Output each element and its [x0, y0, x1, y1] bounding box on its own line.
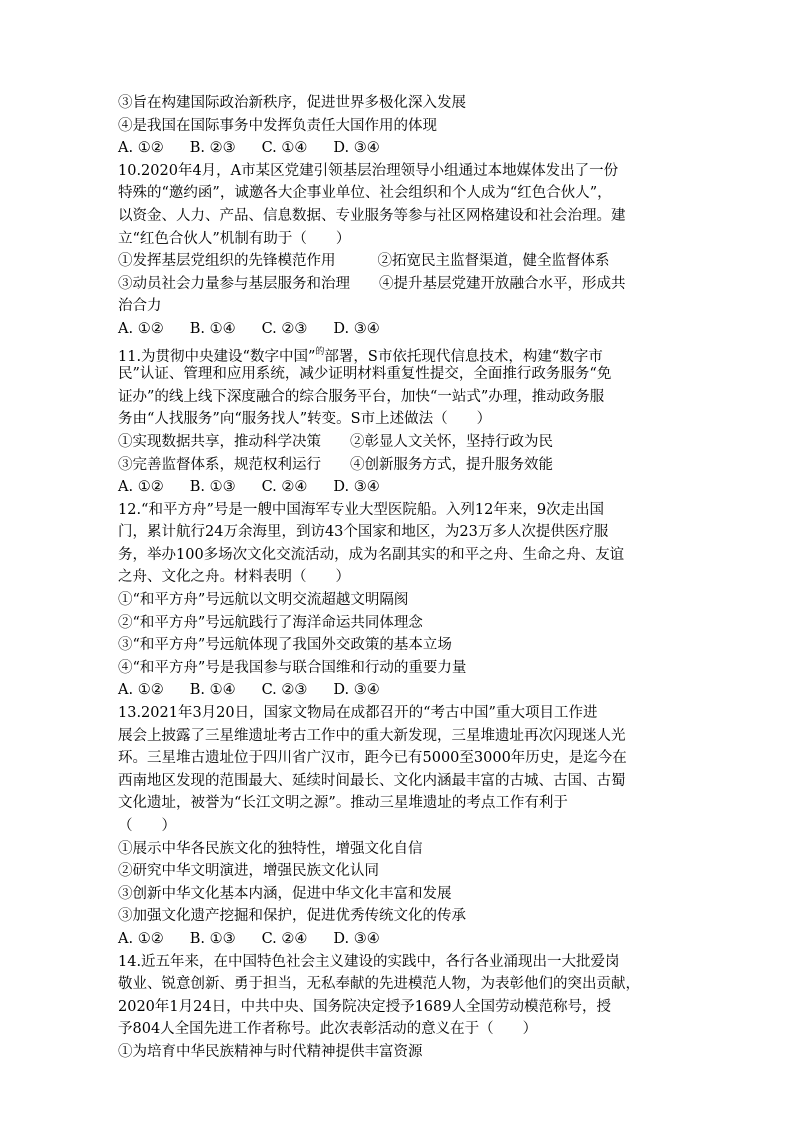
choice-d: D. ③④ [333, 479, 380, 496]
q10-stem-line: 特殊的“邀约函”，诚邀各大企事业单位、社会组织和个人成为“红色合伙人”， [118, 185, 612, 202]
q14-stem-line: 予804人全国先进工作者称号。此次表彰活动的意义在于（ ） [118, 1021, 538, 1038]
choice-a: A. ①② [118, 479, 164, 496]
choice-d: D. ③④ [333, 930, 380, 947]
q12-option-4: ④“和平方舟”号是我国参与联合国维和行动的重要力量 [118, 659, 467, 676]
q13-option-1: ①展示中华各民族文化的独特性，增强文化自信 [118, 840, 423, 857]
q10-stem-line: 立“红色合伙人”机制有助于（ ） [118, 230, 351, 247]
q10-options-row2: ③动员社会力量参与基层服务和治理 ④提升基层党建开放融合水平，形成共 [118, 275, 626, 292]
q12-option-3: ③“和平方舟”号远航体现了我国外交政策的基本立场 [118, 637, 452, 654]
q14-stem-line: 2020年1月24日，中共中央、国务院决定授予1689人全国劳动模范称号，授 [118, 998, 611, 1015]
q9-option-4: ④是我国在国际事务中发挥负责任大国作用的体现 [118, 117, 437, 134]
q12-option-2: ②“和平方舟”号远航践行了海洋命运共同体理念 [118, 614, 423, 631]
q11-stem-line [118, 341, 686, 364]
q11-options-row2: ③完善监督体系，规范权利运行 ④创新服务方式，提升服务效能 [118, 456, 553, 473]
q9-choices [118, 137, 686, 160]
choice-a: A. ①② [118, 930, 164, 947]
q10-options-row3: 治合力 [118, 298, 162, 315]
q12-stem-line: 之舟、文化之舟。材料表明（ ） [118, 569, 350, 586]
q10-option-2: ②拓宽民主监督渠道，健全监督体系 [377, 253, 610, 270]
q11-stem-line: 民”认证、管理和应用系统，减少证明材料重复性提交，全面推行政务服务“免 [118, 366, 612, 383]
q11-choices [118, 476, 686, 499]
q13-stem-line: 西南地区发现的范围最大、延续时间最长、文化内涵最丰富的古城、古国、古蜀 [118, 772, 626, 789]
q12-stem-line: 门，累计航行24万余海里，到访43个国家和地区，为23万多人次提供医疗服 [118, 524, 609, 541]
q13-choices [118, 928, 686, 951]
choice-c: C. ①④ [261, 140, 308, 157]
choice-c: C. ②④ [261, 479, 308, 496]
choice-b: B. ①③ [189, 479, 236, 496]
choice-b: B. ②③ [189, 140, 236, 157]
exam-page [118, 92, 686, 1064]
q10-options-row1 [118, 250, 686, 273]
q13-option-4: ③加强文化遗产挖掘和保护，促进优秀传统文化的传承 [118, 908, 466, 925]
choice-c: C. ②③ [261, 682, 308, 699]
q11-stem-line: 务由“人找服务”向“服务找人”转变。S市上述做法（ ） [118, 411, 492, 428]
choice-a: A. ①② [118, 682, 164, 699]
q13-stem-line: 13.2021年3月20日，国家文物局在成都召开的“考古中国”重大项目工作进 [118, 705, 598, 722]
q12-stem-line: 务，举办100多场次文化交流活动，成为名副其实的和平之舟、生命之舟、友谊 [118, 546, 625, 563]
choice-d: D. ③④ [333, 320, 380, 337]
q11-stem-line: 证办”的线上线下深度融合的综合服务平台，加快“一站式”办理，推动政务服 [118, 388, 605, 405]
q13-option-3: ③创新中华文化基本内涵，促进中华文化丰富和发展 [118, 885, 452, 902]
choice-b: B. ①④ [189, 682, 236, 699]
q13-stem-line: （ ） [118, 818, 176, 834]
q13-option-2: ②研究中华文明演进，增强民族文化认同 [118, 863, 379, 880]
q11-stem-sup: 的 [315, 346, 325, 357]
q12-stem-line: 12.“和平方舟”号是一艘中国海军专业大型医院船。入列12年来，9次走出国 [118, 501, 605, 518]
choice-d: D. ③④ [333, 682, 380, 699]
q12-choices [118, 679, 686, 702]
q11-options-row1: ①实现数据共享，推动科学决策 ②彰显人文关怀，坚持行政为民 [118, 433, 553, 450]
choice-c: C. ②④ [261, 930, 308, 947]
q10-option-1: ①发挥基层党组织的先锋模范作用 [118, 253, 336, 270]
q12-option-1: ①“和平方舟”号远航以文明交流超越文明隔阂 [118, 592, 409, 609]
choice-b: B. ①④ [189, 320, 236, 337]
choice-d: D. ③④ [333, 140, 380, 157]
q13-stem-line: 文化遗址，被誉为“长江文明之源”。推动三星堆遗址的考点工作有利于 [118, 795, 568, 812]
q10-choices [118, 318, 686, 341]
q14-option-1: ①为培育中华民族精神与时代精神提供丰富资源 [118, 1043, 423, 1060]
q9-option-3: ③旨在构建国际政治新秩序，促进世界多极化深入发展 [118, 95, 466, 111]
q11-stem-part: 11.为贯彻中央建设“数字中国” [118, 348, 316, 365]
q14-stem-line: 敬业、锐意创新、勇于担当，无私奉献的先进模范人物，为表彰他们的突出贡献， [118, 976, 640, 993]
q13-stem-line: 环。三星堆古遗址位于四川省广汉市，距今已有5000至3000年历史，是迄今在 [118, 750, 627, 767]
q14-stem-line: 14.近五年来，在中国特色社会主义建设的实践中，各行各业涌现出一大批爱岗 [118, 953, 620, 970]
choice-a: A. ①② [118, 140, 164, 157]
q10-stem-line: 10.2020年4月，A市某区党建引领基层治理领导小组通过本地媒体发出了一份 [118, 162, 619, 179]
choice-b: B. ①③ [189, 930, 236, 947]
q13-stem-line: 展会上披露了三星维遗址考古工作中的重大新发现，三星堆遗址再次闪现迷人光 [118, 727, 626, 744]
q11-stem-part: 部署，S市依托现代信息技术，构建“数字市 [324, 348, 603, 365]
choice-a: A. ①② [118, 320, 164, 337]
choice-c: C. ②③ [261, 320, 308, 337]
q10-stem-line: 以资金、人力、产品、信息数据、专业服务等参与社区网格建设和社会治理。建 [118, 207, 626, 224]
